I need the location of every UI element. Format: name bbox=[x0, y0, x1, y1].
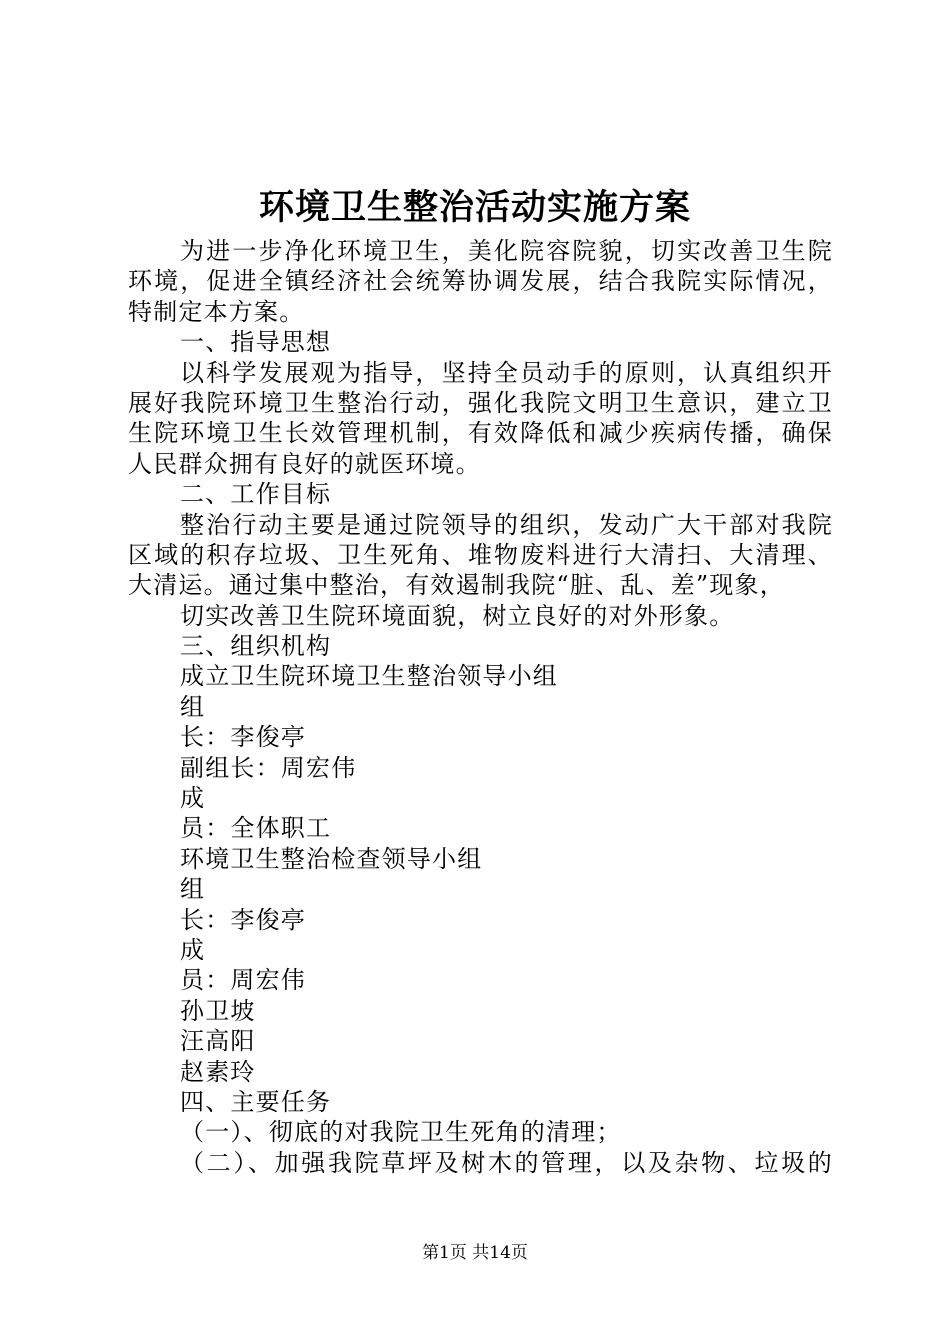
page-footer: 第1页 共14页 bbox=[422, 1243, 528, 1263]
body-line: 大清运。通过集中整治，有效遏制我院“脏、乱、差”现象， bbox=[128, 571, 785, 600]
body-line: 三、组织机构 bbox=[180, 632, 332, 661]
body-line: 长：李俊亭 bbox=[180, 905, 306, 934]
body-line: 一、指导思想 bbox=[180, 328, 332, 357]
body-line: 成立卫生院环境卫生整治领导小组 bbox=[180, 662, 558, 691]
body-line: 赵素玲 bbox=[180, 1057, 256, 1086]
body-line: 以科学发展观为指导，坚持全员动手的原则，认真组织开 bbox=[180, 358, 833, 387]
body-line: 切实改善卫生院环境面貌，树立良好的对外形象。 bbox=[180, 601, 735, 630]
body-line: 员：周宏伟 bbox=[180, 966, 306, 995]
body-line: 长：李俊亭 bbox=[180, 723, 306, 752]
body-line: 生院环境卫生长效管理机制，有效降低和减少疾病传播，确保 bbox=[128, 419, 833, 448]
body-line: 人民群众拥有良好的就医环境。 bbox=[128, 449, 481, 478]
body-line: 汪高阳 bbox=[180, 1027, 256, 1056]
document-title: 环境卫生整治活动实施方案 bbox=[258, 187, 691, 228]
body-line: 成 bbox=[180, 935, 206, 964]
body-line: 环境卫生整治检查领导小组 bbox=[180, 844, 483, 873]
body-line: 特制定本方案。 bbox=[128, 297, 305, 326]
body-line: （一）、彻底的对我院卫生死角的清理； bbox=[180, 1118, 622, 1147]
body-line: 为进一步净化环境卫生，美化院容院貌，切实改善卫生院 bbox=[180, 237, 833, 265]
body-line: 四、主要任务 bbox=[180, 1087, 332, 1116]
document-body bbox=[128, 236, 833, 1178]
body-line: 组 bbox=[180, 875, 206, 904]
body-line: 孙卫坡 bbox=[180, 996, 256, 1025]
body-line: 二、工作目标 bbox=[180, 480, 332, 509]
body-line: 整治行动主要是通过院领导的组织，发动广大干部对我院 bbox=[180, 510, 833, 539]
body-line: （二）、加强我院草坪及树木的管理，以及杂物、垃圾的 bbox=[180, 1148, 833, 1177]
body-line: 环境，促进全镇经济社会统筹协调发展，结合我院实际情况， bbox=[128, 267, 833, 296]
body-line: 组 bbox=[180, 692, 206, 721]
body-line: 区域的积存垃圾、卫生死角、堆物废料进行大清扫、大清理、 bbox=[128, 540, 833, 569]
body-line: 展好我院环境卫生整治行动，强化我院文明卫生意识，建立卫 bbox=[128, 388, 833, 417]
body-line: 副组长：周宏伟 bbox=[180, 753, 357, 782]
body-line: 员：全体职工 bbox=[180, 814, 332, 843]
body-line: 成 bbox=[180, 784, 206, 813]
